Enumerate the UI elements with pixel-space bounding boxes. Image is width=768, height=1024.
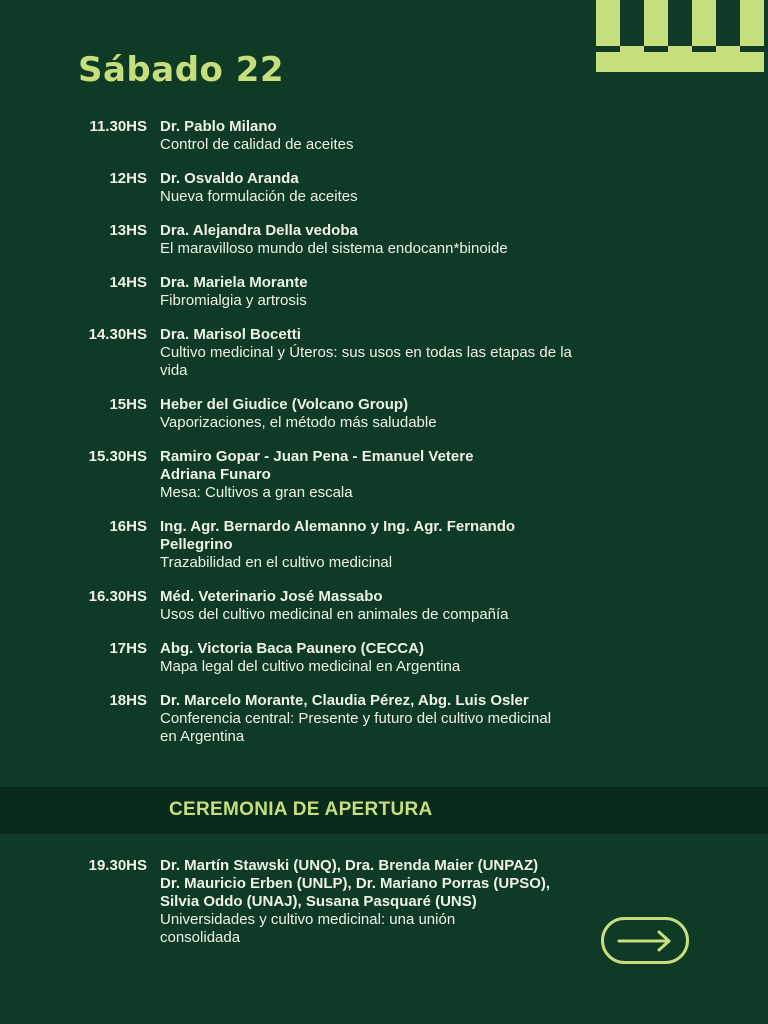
entry-time: 15.30HS <box>88 448 147 465</box>
schedule-entry <box>0 692 768 746</box>
schedule-entry <box>0 448 768 502</box>
entry-talk: Cultivo medicinal y Úteros: sus usos en todas las etapas de la vida <box>160 344 572 379</box>
entry-speaker-line: Dr. Martín Stawski (UNQ), Dra. Brenda Maier (UNPAZ) <box>160 857 539 874</box>
entry-time: 17HS <box>109 640 147 657</box>
schedule-entry <box>0 518 768 572</box>
entry-time: 15HS <box>109 396 147 413</box>
ceremony-title: CEREMONIA DE APERTURA <box>169 799 433 820</box>
entry-talk: Universidades y cultivo medicinal: una unión consolidada <box>160 911 456 946</box>
entry-speaker: Ramiro Gopar - Juan Pena - Emanuel Vetere Adriana Funaro <box>160 448 474 483</box>
schedule-entry <box>0 640 768 676</box>
schedule-entry <box>0 396 768 432</box>
entry-time: 19.30HS <box>88 857 147 874</box>
entry-time: 16HS <box>109 518 147 535</box>
entry-speaker: Dra. Mariela Morante <box>160 274 308 291</box>
entry-speaker: Heber del Giudice (Volcano Group) <box>160 396 409 413</box>
entry-speaker: Dr. Marcelo Morante, Claudia Pérez, Abg. Luis Osler <box>160 692 529 709</box>
next-button[interactable] <box>601 917 689 964</box>
schedule-entry <box>0 118 768 154</box>
entry-talk: Mapa legal del cultivo medicinal en Argentina <box>160 658 461 675</box>
schedule-entry <box>0 222 768 258</box>
entry-speaker: Dra. Marisol Bocetti <box>160 326 301 343</box>
ceremony-band <box>0 787 768 834</box>
entry-talk: Trazabilidad en el cultivo medicinal <box>160 554 393 571</box>
entry-talk: Vaporizaciones, el método más saludable <box>160 414 437 431</box>
entry-time: 18HS <box>109 692 147 709</box>
schedule-entry <box>0 326 768 380</box>
entry-time: 13HS <box>109 222 147 239</box>
entry-speaker-line: Silvia Oddo (UNAJ), Susana Pasquaré (UNS) <box>160 893 477 910</box>
schedule-entry <box>0 274 768 310</box>
checker-pattern-icon <box>596 0 768 74</box>
arrow-right-icon <box>617 930 673 952</box>
entry-time: 16.30HS <box>88 588 147 605</box>
schedule-entry <box>0 170 768 206</box>
entry-time: 14.30HS <box>88 326 147 343</box>
entry-speaker: Méd. Veterinario José Massabo <box>160 588 383 605</box>
entry-speaker: Dra. Alejandra Della vedoba <box>160 222 358 239</box>
page-title: Sábado 22 <box>78 50 285 90</box>
entry-time: 12HS <box>109 170 147 187</box>
entry-speaker: Ing. Agr. Bernardo Alemanno y Ing. Agr. Fernando Pellegrino <box>160 518 516 553</box>
schedule-entry <box>0 588 768 624</box>
entry-speaker-line: Dr. Mauricio Erben (UNLP), Dr. Mariano Porras (UPSO), <box>160 875 551 892</box>
entry-time: 14HS <box>109 274 147 291</box>
entry-talk: Nueva formulación de aceites <box>160 188 358 205</box>
entry-talk: Mesa: Cultivos a gran escala <box>160 484 353 501</box>
entry-time: 11.30HS <box>89 118 147 135</box>
entry-talk: Conferencia central: Presente y futuro del cultivo medicinal en Argentina <box>160 710 552 745</box>
entry-speaker: Dr. Osvaldo Aranda <box>160 170 299 187</box>
entry-talk: Fibromialgia y artrosis <box>160 292 307 309</box>
entry-speaker: Abg. Victoria Baca Paunero (CECCA) <box>160 640 424 657</box>
entry-talk: Control de calidad de aceites <box>160 136 354 153</box>
schedule-list <box>0 118 768 762</box>
entry-talk: Usos del cultivo medicinal en animales de compañía <box>160 606 509 623</box>
entry-talk: El maravilloso mundo del sistema endocann*binoide <box>160 240 508 257</box>
entry-speaker: Dr. Pablo Milano <box>160 118 277 135</box>
